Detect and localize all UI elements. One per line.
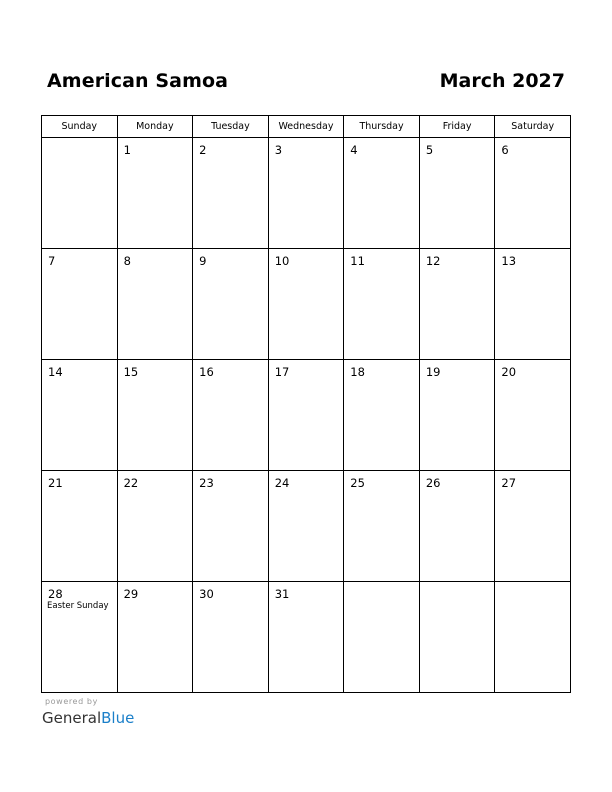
day-number: 26 <box>425 476 441 490</box>
day-cell <box>193 582 269 693</box>
day-number: 28 <box>48 587 63 601</box>
day-number: 11 <box>350 254 365 268</box>
day-number: 21 <box>48 476 63 490</box>
day-cell <box>344 360 420 471</box>
day-number: 2 <box>199 143 207 157</box>
day-cell <box>419 471 495 582</box>
day-cell <box>117 582 193 693</box>
day-cell <box>117 138 193 249</box>
calendar-grid <box>41 115 571 693</box>
day-cell <box>268 582 344 693</box>
day-number: 20 <box>501 365 517 379</box>
day-cell <box>268 471 344 582</box>
day-cell <box>42 582 118 693</box>
day-number: 14 <box>48 365 63 379</box>
day-cell <box>42 249 118 360</box>
day-number: 17 <box>274 365 290 379</box>
day-number: 10 <box>274 254 290 268</box>
weekday-header: Thursday <box>344 116 420 138</box>
country-title: American Samoa <box>47 70 229 92</box>
holiday-label: Easter Sunday <box>47 601 109 611</box>
day-cell <box>193 138 269 249</box>
weekday-header: Saturday <box>495 116 571 138</box>
weekday-header: Wednesday <box>268 116 344 138</box>
day-number: 9 <box>199 254 207 268</box>
day-cell <box>344 138 420 249</box>
day-number: 8 <box>123 254 131 268</box>
weekday-header: Monday <box>117 116 193 138</box>
week-row <box>42 138 571 249</box>
weekday-header: Tuesday <box>193 116 269 138</box>
day-cell <box>42 360 118 471</box>
weekday-header: Sunday <box>42 116 118 138</box>
day-cell <box>495 471 571 582</box>
day-number: 7 <box>48 254 56 268</box>
week-row <box>42 360 571 471</box>
day-cell <box>42 471 118 582</box>
day-cell <box>419 582 495 693</box>
day-number: 29 <box>123 587 139 601</box>
day-number: 15 <box>123 365 139 379</box>
day-number: 19 <box>425 365 441 379</box>
day-number: 4 <box>350 143 358 157</box>
weekday-header: Friday <box>419 116 495 138</box>
day-number: 5 <box>425 143 434 157</box>
powered-by-text: powered by <box>45 697 98 706</box>
day-cell <box>495 138 571 249</box>
brand-logo[interactable] <box>42 709 134 727</box>
day-number: 18 <box>350 365 365 379</box>
weekday-header-row <box>42 116 571 138</box>
day-cell <box>344 582 420 693</box>
day-cell <box>117 249 193 360</box>
day-cell <box>419 249 495 360</box>
week-row <box>42 249 571 360</box>
day-cell <box>193 471 269 582</box>
day-number: 13 <box>501 254 517 268</box>
brand-logo-part1: General <box>42 709 102 727</box>
day-cell <box>495 249 571 360</box>
day-cell <box>268 249 344 360</box>
day-cell <box>193 249 269 360</box>
day-number: 16 <box>199 365 214 379</box>
day-cell <box>495 582 571 693</box>
day-cell <box>42 138 118 249</box>
day-cell <box>268 360 344 471</box>
week-row <box>42 582 571 693</box>
day-number: 27 <box>501 476 517 490</box>
day-number: 24 <box>274 476 290 490</box>
day-number: 3 <box>274 143 283 157</box>
day-cell <box>344 249 420 360</box>
day-number: 22 <box>123 476 139 490</box>
day-number: 6 <box>501 143 509 157</box>
day-cell <box>117 471 193 582</box>
day-number: 23 <box>199 476 214 490</box>
day-cell <box>117 360 193 471</box>
brand-logo-part2: Blue <box>101 709 135 727</box>
week-row <box>42 471 571 582</box>
day-cell <box>419 360 495 471</box>
month-title: March 2027 <box>439 70 565 92</box>
day-cell <box>344 471 420 582</box>
day-number: 25 <box>350 476 365 490</box>
day-cell <box>419 138 495 249</box>
day-cell <box>495 360 571 471</box>
day-number: 1 <box>123 143 131 157</box>
day-number: 30 <box>199 587 214 601</box>
day-number: 12 <box>425 254 441 268</box>
day-number: 31 <box>274 587 290 601</box>
day-cell <box>193 360 269 471</box>
day-cell <box>268 138 344 249</box>
